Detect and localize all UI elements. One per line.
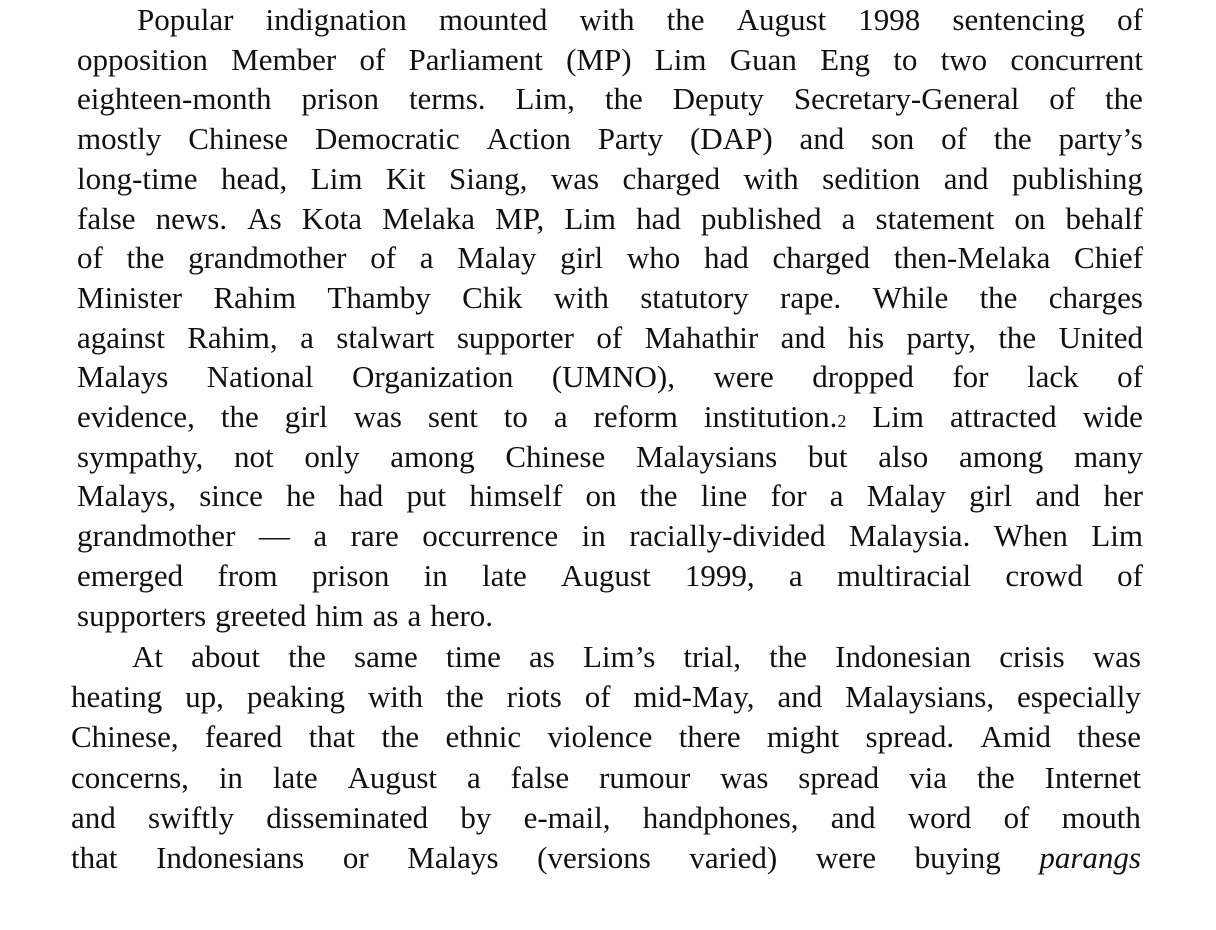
paragraph1-line: against Rahim, a stalwart supporter of Mahathir and his party, the United xyxy=(77,319,1143,355)
paragraph2-line: that Indonesians or Malays (versions varied) were buying parangs xyxy=(71,840,1141,875)
paragraph1-line: Malays, since he had put himself on the line for a Malay girl and her xyxy=(77,478,1143,514)
paragraph1-line: Minister Rahim Thamby Chik with statutory rape. While the charges xyxy=(77,279,1143,315)
paragraph1-line: opposition Member of Parliament (MP) Lim Guan Eng to two concurrent xyxy=(77,41,1143,77)
paragraph1-line: long-time head, Lim Kit Siang, was charged with sedition and publishing xyxy=(77,160,1143,196)
paragraph1-line: emerged from prison in late August 1999, a multiracial crowd of xyxy=(77,557,1143,593)
paragraph1-line: Malays National Organization (UMNO), were dropped for lack of xyxy=(77,359,1143,395)
paragraph2-line: At about the same time as Lim’s trial, the Indonesian crisis was xyxy=(132,639,1141,674)
paragraph1-line: eighteen-month prison terms. Lim, the Deputy Secretary-General of the xyxy=(77,81,1143,117)
paragraph1-line: Popular indignation mounted with the August 1998 sentencing of xyxy=(137,2,1143,37)
paragraph2-line: and swiftly disseminated by e-mail, handphones, and word of mouth xyxy=(71,799,1141,835)
paragraph1-line: supporters greeted him as a hero. xyxy=(77,597,494,633)
paragraph1-line: sympathy, not only among Chinese Malaysians but also among many xyxy=(77,438,1143,474)
paragraph1-line: evidence, the girl was sent to a reform institution.$^2$ Lim attracted wide xyxy=(77,399,1143,434)
paragraph1-line: grandmother — a rare occurrence in racially-divided Malaysia. When Lim xyxy=(77,518,1143,554)
paragraph2-line: concerns, in late August a false rumour was spread via the Internet xyxy=(71,759,1141,795)
paragraph2-line: heating up, peaking with the riots of mid-May, and Malaysians, especially xyxy=(71,679,1141,715)
paragraph1-line: of the grandmother of a Malay girl who had charged then-Melaka Chief xyxy=(77,240,1143,276)
paragraph2-line: Chinese, feared that the ethnic violence there might spread. Amid these xyxy=(71,719,1141,755)
paragraph1-line: false news. As Kota Melaka MP, Lim had published a statement on behalf xyxy=(77,200,1143,236)
paragraph1-line: mostly Chinese Democratic Action Party (DAP) and son of the party’s xyxy=(77,121,1143,157)
